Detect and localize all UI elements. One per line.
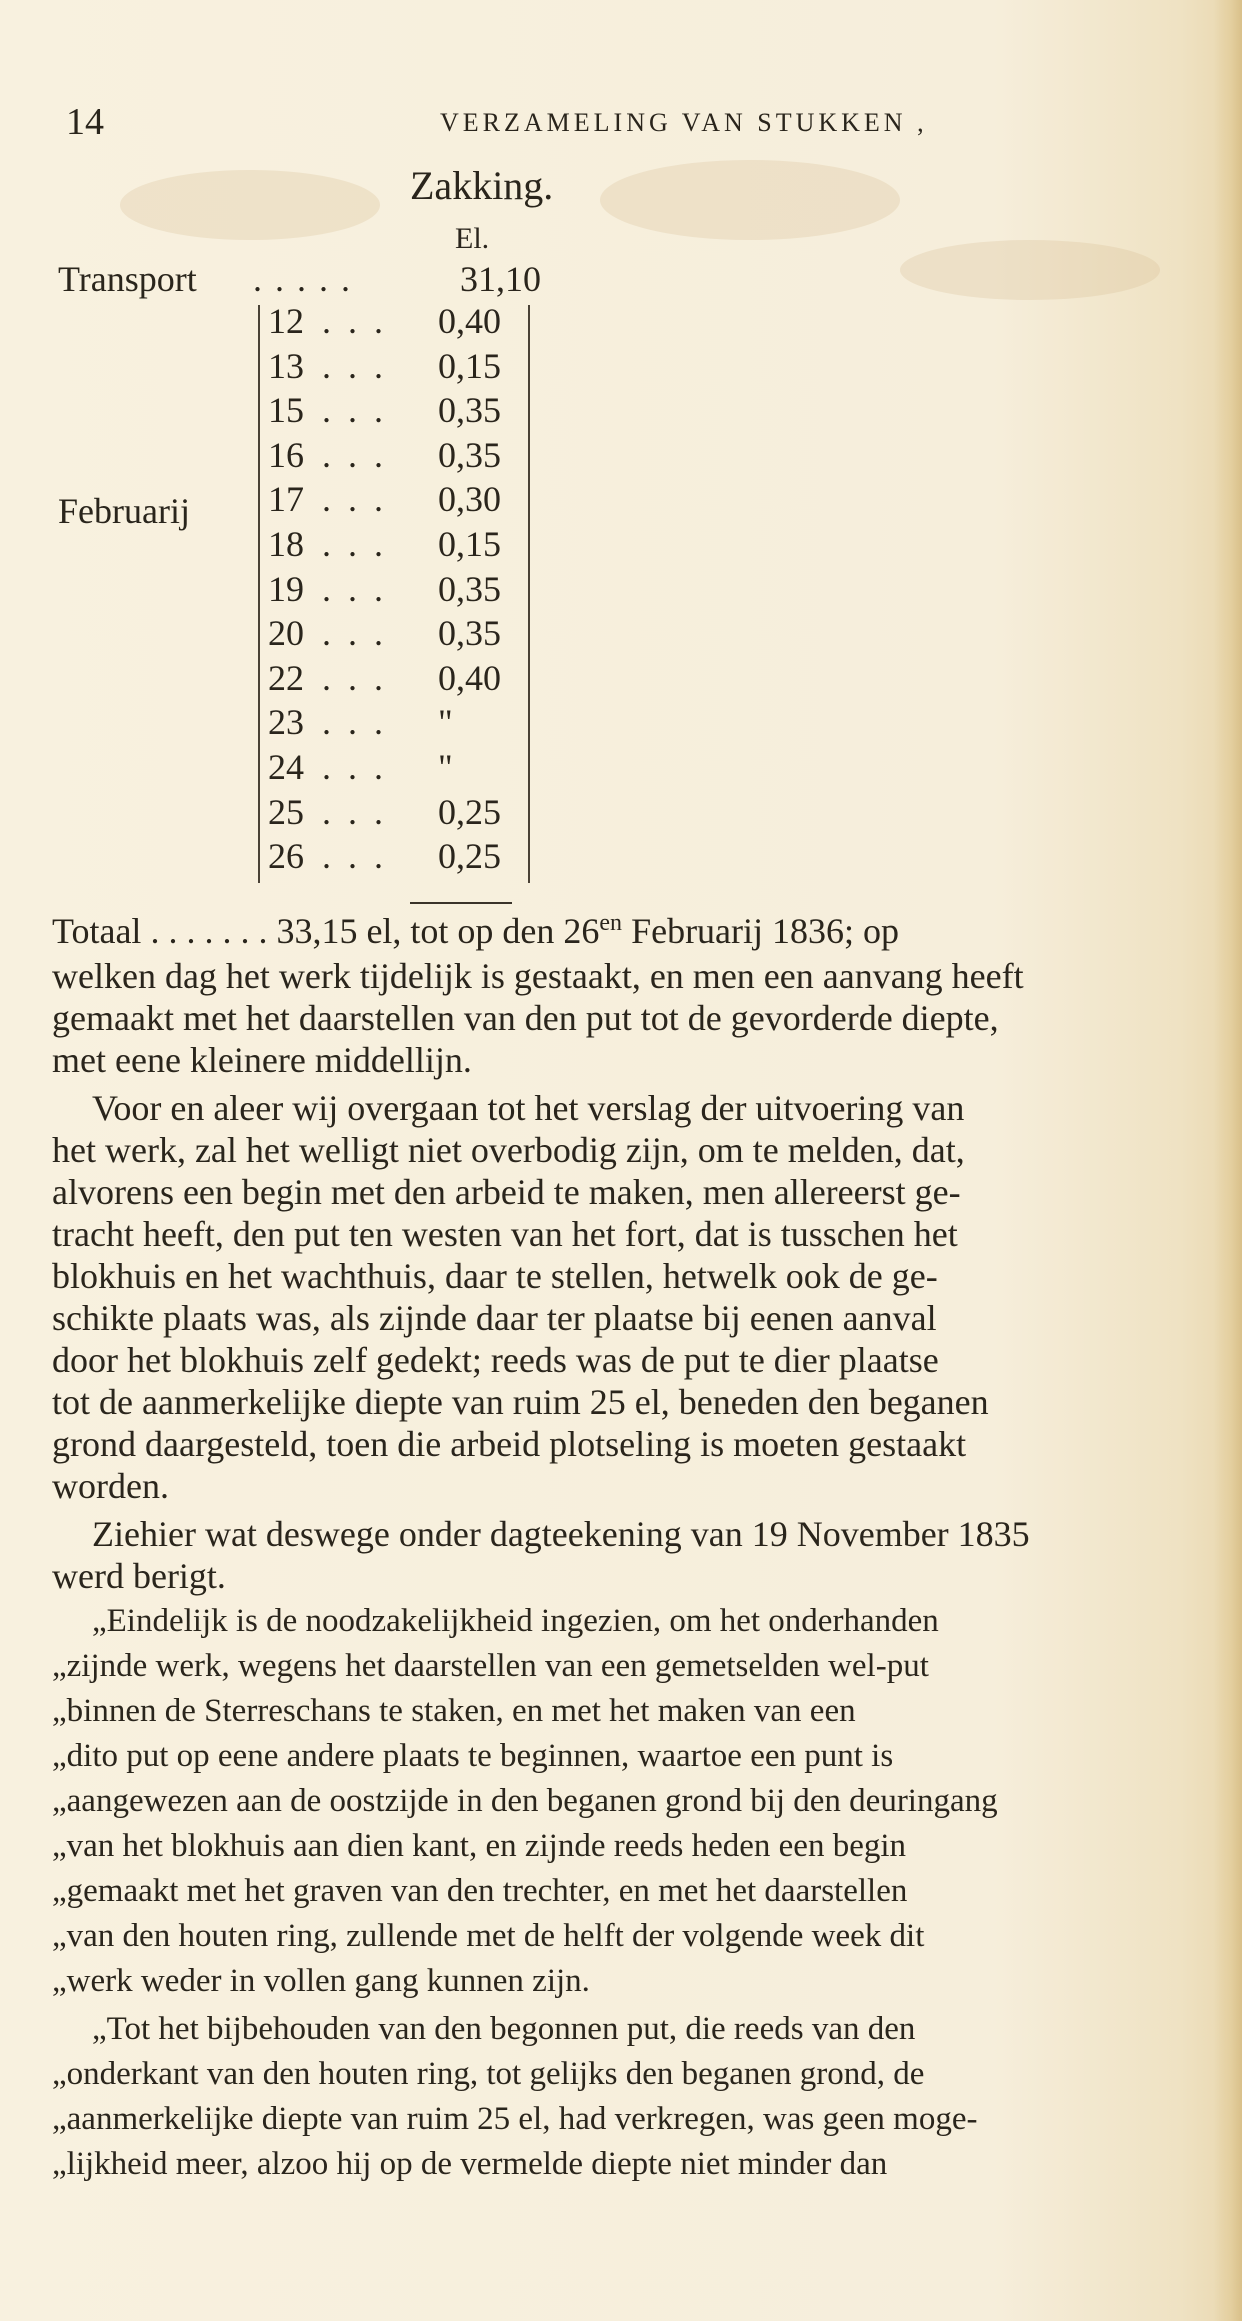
text-line: Voor en aleer wij overgaan tot het verslag der uitvoering van <box>92 1088 965 1128</box>
row-day: 16 <box>268 434 304 475</box>
row-day: 12 <box>268 301 304 341</box>
text-line: „gemaakt met het graven van den trechter, en met het daarstellen <box>52 1873 908 1909</box>
row-dots: . . . <box>322 568 387 609</box>
row-dots: . . . <box>322 523 387 564</box>
row-dots: . . . <box>322 345 387 386</box>
row-value: 0,15 <box>438 345 501 386</box>
row-day: 13 <box>268 345 304 386</box>
row-dots: . . . <box>322 702 387 743</box>
row-value: 0,35 <box>438 390 501 431</box>
text-line: tot de aanmerkelijke diepte van ruim 25 el, beneden den beganen <box>52 1382 989 1422</box>
row-value: " <box>438 702 453 743</box>
page-edge <box>1214 0 1242 2321</box>
text-line: „Eindelijk is de noodzakelijkheid ingezien, om het onderhanden <box>92 1603 939 1639</box>
text-line: werd berigt. <box>52 1556 226 1596</box>
row-value: " <box>438 746 453 787</box>
row-value: 0,35 <box>438 613 501 654</box>
table-bracket-left <box>258 305 260 883</box>
table-row <box>268 434 528 479</box>
table-row <box>268 389 528 434</box>
row-dots: . . . <box>322 390 387 431</box>
table-row <box>268 345 528 390</box>
row-dots: . . . <box>322 836 387 877</box>
row-value: 0,35 <box>438 434 501 475</box>
page-header <box>60 100 1200 143</box>
row-day: 25 <box>268 791 304 832</box>
transport-label: Transport <box>58 259 197 299</box>
row-day: 24 <box>268 746 304 787</box>
row-dots: . . . <box>322 746 387 787</box>
text-line: „werk weder in vollen gang kunnen zijn. <box>52 1963 590 1999</box>
row-value: 0,35 <box>438 568 501 609</box>
running-head: VERZAMELING VAN STUKKEN , <box>440 108 928 137</box>
text-line: welken dag het werk tijdelijk is gestaakt, en men een aanvang heeft <box>52 956 1024 996</box>
row-value: 0,15 <box>438 523 501 564</box>
text-line: worden. <box>52 1466 169 1506</box>
section-title: Zakking. <box>410 163 554 208</box>
total-text: Totaal . . . . . . . 33,15 el, tot op den 26 <box>52 911 600 951</box>
text-line: „zijnde werk, wegens het daarstellen van een gemetselden wel-put <box>52 1648 929 1684</box>
table-row <box>268 523 528 568</box>
text-line: gemaakt met het daarstellen van den put tot de gevorderde diepte, <box>52 998 999 1038</box>
total-line <box>52 910 1212 952</box>
text-line: schikte plaats was, als zijnde daar ter plaatse bij eenen aanval <box>52 1298 937 1338</box>
text-line: „binnen de Sterreschans te staken, en met het maken van een <box>52 1693 856 1729</box>
row-day: 23 <box>268 702 304 743</box>
text-line: „van den houten ring, zullende met de helft der volgende week dit <box>52 1918 925 1954</box>
row-dots: . . . <box>322 657 387 698</box>
row-value: 0,40 <box>438 301 501 341</box>
total-superscript: en <box>599 910 623 936</box>
row-day: 15 <box>268 390 304 431</box>
row-value: 0,40 <box>438 657 501 698</box>
text-line: met eene kleinere middellijn. <box>52 1040 472 1080</box>
month-label: Februarij <box>58 491 190 531</box>
paper-stain <box>900 240 1160 300</box>
text-line: alvorens een begin met den arbeid te maken, men allereerst ge- <box>52 1172 961 1212</box>
row-dots: . . . <box>322 791 387 832</box>
text-line: grond daargesteld, toen die arbeid plotseling is moeten gestaakt <box>52 1424 967 1464</box>
text-line: Ziehier wat deswege onder dagteekening van 19 November 1835 <box>92 1514 1030 1554</box>
text-line: „dito put op eene andere plaats te beginnen, waartoe een punt is <box>52 1738 894 1774</box>
text-line: „Tot het bijbehouden van den begonnen put, die reeds van den <box>92 2011 916 2047</box>
row-day: 18 <box>268 523 304 564</box>
row-dots: . . . <box>322 613 387 654</box>
row-day: 20 <box>268 613 304 654</box>
total-text-after: Februarij 1836; op <box>622 911 900 951</box>
row-dots: . . . <box>322 301 387 341</box>
table-row <box>268 657 528 702</box>
sum-rule <box>410 902 512 904</box>
table-row <box>268 791 528 836</box>
text-line: door het blokhuis zelf gedekt; reeds was de put te dier plaatse <box>52 1340 939 1380</box>
row-day: 17 <box>268 479 304 520</box>
transport-value: 31,10 <box>460 259 541 299</box>
row-day: 26 <box>268 836 304 877</box>
row-day: 22 <box>268 657 304 698</box>
table-row <box>268 478 528 523</box>
unit-label: El. <box>455 222 490 255</box>
text-line: tracht heeft, den put ten westen van het fort, dat is tusschen het <box>52 1214 958 1254</box>
text-line: „aangewezen aan de oostzijde in den beganen grond bij den deuringang <box>52 1783 998 1819</box>
table-row <box>268 568 528 613</box>
transport-dots: . . . . . <box>253 259 352 299</box>
table-row <box>268 612 528 657</box>
table-row <box>268 835 528 880</box>
row-dots: . . . <box>322 479 387 520</box>
table-row <box>268 701 528 746</box>
table-bracket-right <box>528 305 530 883</box>
table-row <box>268 746 528 791</box>
row-dots: . . . <box>322 434 387 475</box>
row-value: 0,25 <box>438 836 501 877</box>
text-line: „onderkant van den houten ring, tot gelijks den beganen grond, de <box>52 2056 925 2092</box>
table-row <box>268 300 528 345</box>
row-value: 0,25 <box>438 791 501 832</box>
row-day: 19 <box>268 568 304 609</box>
page-number: 14 <box>66 101 104 143</box>
text-line: het werk, zal het welligt niet overbodig zijn, om te melden, dat, <box>52 1130 965 1170</box>
text-line: blokhuis en het wachthuis, daar te stellen, hetwelk ook de ge- <box>52 1256 938 1296</box>
measurement-table <box>268 300 528 880</box>
text-line: „lijkheid meer, alzoo hij op de vermelde diepte niet minder dan <box>52 2146 888 2182</box>
paper-stain <box>600 160 900 240</box>
text-line: „van het blokhuis aan dien kant, en zijnde reeds heden een begin <box>52 1828 907 1864</box>
row-value: 0,30 <box>438 479 501 520</box>
text-line: „aanmerkelijke diepte van ruim 25 el, had verkregen, was geen moge- <box>52 2101 978 2137</box>
paper-stain <box>120 170 380 240</box>
